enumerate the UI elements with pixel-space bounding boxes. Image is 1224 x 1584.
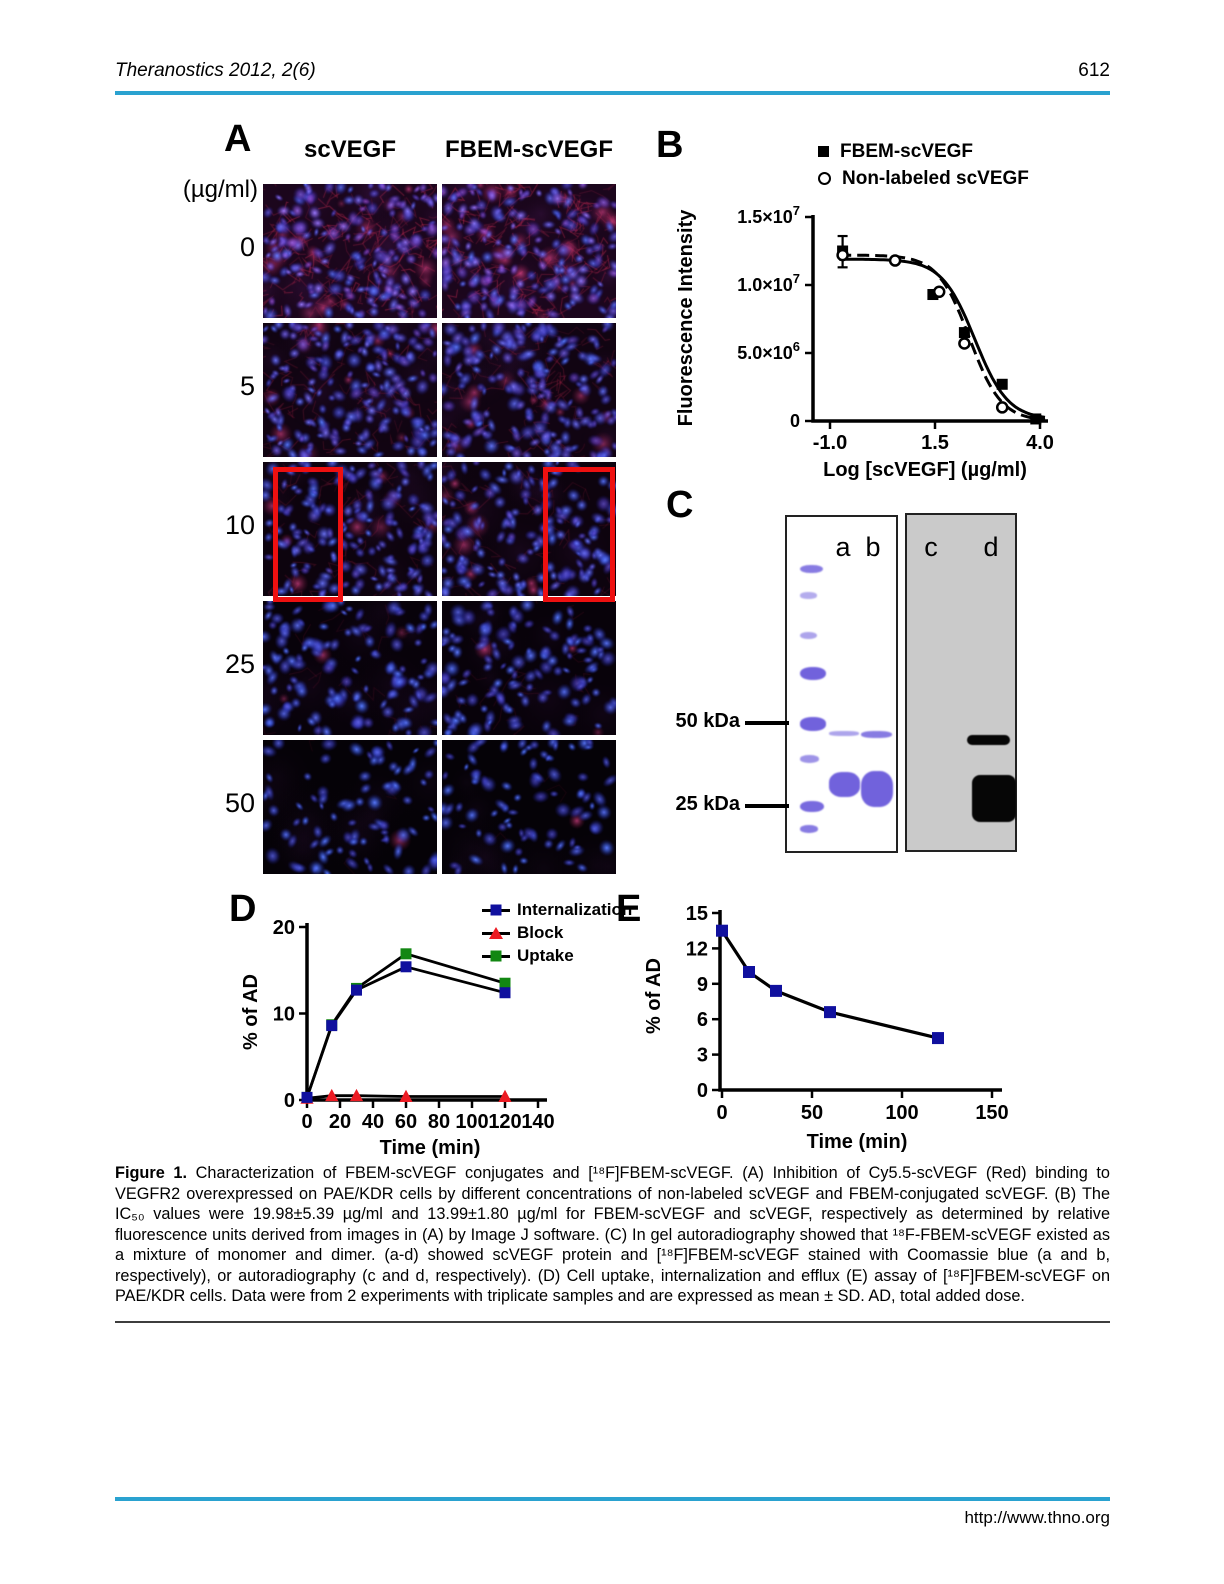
coomassie-gel-image <box>785 515 898 853</box>
page-number: 612 <box>1078 60 1110 81</box>
lane-label-d: d <box>983 532 999 562</box>
svg-text:80: 80 <box>427 1111 451 1133</box>
fluorescence-image-5-scvegf <box>263 323 437 457</box>
svg-text:20: 20 <box>328 1111 352 1133</box>
gel-band <box>800 632 817 639</box>
header-rule <box>115 91 1110 95</box>
autoradiography-gel-image <box>905 513 1017 852</box>
fluorescence-image-0-scvegf <box>263 184 437 318</box>
concentration-unit-label: (µg/ml) <box>182 176 258 203</box>
figure-caption-text: Characterization of FBEM-scVEGF conjugates and [¹⁸F]FBEM-scVEGF. (A) Inhibition of Cy5.5-scVEGF (Red) binding to VEGFR2 overexpressed on PAE/KDR cells by different concentrations of non-labeled scVEGF and FBEM-conjugated scVEGF. (B) The IC₅₀ values were 19.98±5.39 µg/ml and 13.99±1.80 µg/ml for FBEM-scVEGF and scVEGF, respectively as determined by relative fluorescence units derived from images in (A) by Image J software. (C) In gel autoradiography showed that ¹⁸F-FBEM-scVEGF existed as a mixture of monomer and dimer. (a-d) showed scVEGF protein and [¹⁸F]FBEM-scVEGF stained with Coomassie blue (a and b, respectively), or autoradiography (c and d, respectively). (D) Cell uptake, internalization and efflux (E) assay of [¹⁸F]FBEM-scVEGF on PAE/KDR cells. Data were from 2 experiments with triplicate samples and are expressed as mean ± SD. AD, total added dose. <box>115 1164 1110 1305</box>
journal-url-link[interactable]: http://www.thno.org <box>964 1508 1110 1527</box>
svg-text:0: 0 <box>301 1111 313 1133</box>
legend-label: Non-labeled scVEGF <box>842 167 1029 189</box>
concentration-label: 25 <box>224 649 255 679</box>
svg-text:100: 100 <box>455 1111 489 1133</box>
panel-d-label: D <box>229 888 257 930</box>
weight-marker-50kda: 50 kDa <box>675 710 740 732</box>
svg-text:1.5: 1.5 <box>921 432 949 454</box>
svg-text:0: 0 <box>283 1090 295 1112</box>
column-header-scvegf: scVEGF <box>303 136 397 163</box>
svg-text:15: 15 <box>685 903 708 925</box>
svg-text:5.0×106: $5.0\times 10^6$ <box>737 339 800 363</box>
gel-band <box>861 731 892 738</box>
fluorescence-image-grid <box>263 184 616 874</box>
journal-title: Theranostics 2012, 2(6) <box>115 60 316 81</box>
svg-text:6: 6 <box>696 1009 708 1032</box>
figure-caption <box>115 1163 1110 1323</box>
svg-text:% of AD: % of AD <box>240 974 262 1050</box>
svg-text:-1.0: -1.0 <box>812 432 848 454</box>
panel-e-label: E <box>616 888 642 930</box>
svg-text:4.0: 4.0 <box>1026 432 1054 454</box>
gel-band <box>972 775 1016 822</box>
legend-label: Internalization <box>517 899 633 919</box>
highlight-box <box>273 467 343 602</box>
svg-text:150: 150 <box>975 1102 1009 1124</box>
svg-text:0: 0 <box>789 411 800 431</box>
concentration-labels <box>148 184 255 874</box>
gel-band <box>967 735 1010 745</box>
svg-text:% of AD: % of AD <box>643 958 665 1034</box>
column-header-fbem-scvegf: FBEM-scVEGF <box>444 136 614 163</box>
highlight-box <box>543 467 615 602</box>
fluorescence-image-25-scvegf <box>263 601 437 735</box>
lane-label-a: a <box>835 532 851 562</box>
lane-label-b: b <box>865 532 881 562</box>
svg-text:120: 120 <box>488 1111 522 1133</box>
gel-band <box>800 667 826 681</box>
panel-a-label: A <box>224 118 252 160</box>
svg-text:0: 0 <box>716 1102 728 1124</box>
fluorescence-image-50-scvegf <box>263 740 437 874</box>
concentration-label: 10 <box>224 510 255 540</box>
panel-c-label: C <box>666 484 694 526</box>
legend-label: Block <box>517 922 564 942</box>
fluorescence-image-5-fbem-scvegf <box>442 323 616 457</box>
fluorescence-image-0-fbem-scvegf <box>442 184 616 318</box>
gel-band <box>829 772 861 797</box>
gel-band <box>800 825 818 833</box>
svg-text:9: 9 <box>696 973 708 996</box>
panel-d-chart <box>225 888 635 1168</box>
panel-e-chart <box>610 888 1040 1168</box>
weight-marker-line <box>745 721 789 725</box>
svg-text:1.5×107: $1.5\times 10^7$ <box>737 203 800 227</box>
gel-band <box>800 717 826 731</box>
gel-band <box>800 801 824 813</box>
svg-text:Fluorescence Intensity: Fluorescence Intensity <box>675 209 697 427</box>
weight-marker-line <box>745 804 789 808</box>
weight-marker-25kda: 25 kDa <box>675 793 740 815</box>
gel-band <box>800 592 817 599</box>
gel-band <box>800 565 823 574</box>
svg-text:50: 50 <box>800 1102 824 1124</box>
svg-text:Time (min): Time (min) <box>806 1131 908 1153</box>
concentration-label: 5 <box>239 371 255 401</box>
gel-band <box>861 771 893 807</box>
concentration-label: 50 <box>224 788 255 818</box>
svg-text:40: 40 <box>361 1111 385 1133</box>
fluorescence-image-25-fbem-scvegf <box>442 601 616 735</box>
panel-b-chart <box>640 118 1060 490</box>
legend-label: FBEM-scVEGF <box>840 140 974 162</box>
figure-caption-label: Figure 1. <box>115 1164 187 1182</box>
svg-text:0: 0 <box>696 1080 708 1102</box>
svg-text:140: 140 <box>521 1111 555 1133</box>
lane-label-c: c <box>924 532 938 562</box>
legend-label: Uptake <box>517 945 574 965</box>
svg-text:3: 3 <box>696 1044 708 1067</box>
svg-text:Log [scVEGF] (µg/ml): Log [scVEGF] (µg/ml) <box>823 459 1027 481</box>
gel-band <box>800 755 819 763</box>
footer-rule <box>115 1497 1110 1501</box>
svg-text:60: 60 <box>394 1111 418 1133</box>
svg-text:10: 10 <box>272 1003 295 1026</box>
gel-band <box>829 731 860 736</box>
svg-text:20: 20 <box>272 917 295 939</box>
svg-text:100: 100 <box>885 1102 919 1124</box>
svg-text:1.0×107: $1.0\times 10^7$ <box>737 271 800 295</box>
panel-b-label: B <box>656 124 684 166</box>
fluorescence-image-50-fbem-scvegf <box>442 740 616 874</box>
svg-text:Time (min): Time (min) <box>379 1137 481 1159</box>
concentration-label: 0 <box>239 232 255 262</box>
svg-text:12: 12 <box>685 938 708 961</box>
